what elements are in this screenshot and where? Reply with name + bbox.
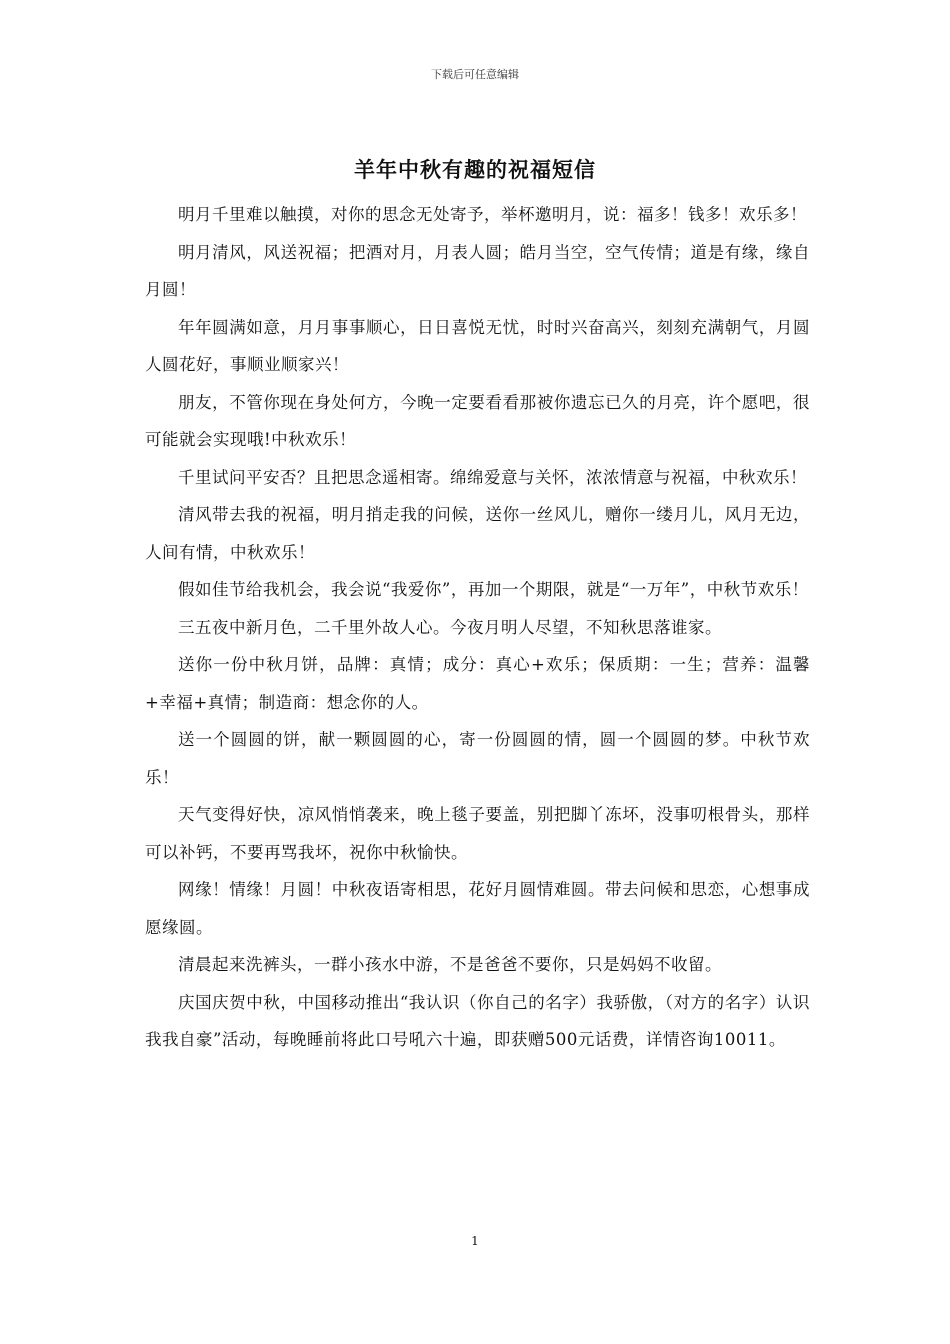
- document-body: [145, 196, 810, 1059]
- paragraph: 假如佳节给我机会，我会说“我爱你”，再加一个期限，就是“一万年”，中秋节欢乐！: [178, 580, 809, 599]
- page-header-note: 下载后可任意编辑: [431, 68, 519, 81]
- paragraph: 千里试问平安否？且把思念遥相寄。绵绵爱意与关怀，浓浓情意与祝福，中秋欢乐！: [178, 467, 807, 487]
- paragraph: 清晨起来洗裤头，一群小孩水中游，不是爸爸不要你，只是妈妈不收留。: [178, 955, 722, 974]
- paragraph: 送你一份中秋月饼，品牌：真情；成分：真心+欢乐；保质期：一生；营养：温馨+幸福+真情；制造商：想念你的人。: [145, 655, 810, 712]
- paragraph: 明月千里难以触摸，对你的思念无处寄予，举杯邀明月，说：福多！钱多！欢乐多！: [178, 205, 807, 224]
- paragraph: 网缘！情缘！月圆！中秋夜语寄相思，花好月圆情难圆。带去问候和思恋，心想事成愿缘圆。: [145, 880, 810, 937]
- paragraph: 明月清风，风送祝福；把酒对月，月表人圆；皓月当空，空气传情；道是有缘，缘自月圆！: [145, 242, 810, 299]
- paragraph: 三五夜中新月色，二千里外故人心。今夜月明人尽望，不知秋思落谁家。: [178, 617, 722, 637]
- paragraph: 清风带去我的祝福，明月捎走我的问候，送你一丝风儿，赠你一缕月儿，风月无边，人间有情，中秋欢乐！: [145, 505, 810, 562]
- paragraph: 天气变得好快，凉风悄悄袭来，晚上毯子要盖，别把脚丫冻坏，没事叨根骨头，那样可以补钙，不要再骂我坏，祝你中秋愉快。: [145, 805, 810, 862]
- page-number: 1: [471, 1234, 479, 1248]
- paragraph: 朋友，不管你现在身处何方，今晚一定要看看那被你遗忘已久的月亮，许个愿吧，很可能就会实现哦!中秋欢乐！: [145, 392, 810, 449]
- paragraph: 送一个圆圆的饼，献一颗圆圆的心，寄一份圆圆的情，圆一个圆圆的梦。中秋节欢乐！: [145, 730, 810, 787]
- paragraph: 年年圆满如意，月月事事顺心，日日喜悦无忧，时时兴奋高兴，刻刻充满朝气，月圆人圆花好，事顺业顺家兴！: [145, 317, 810, 374]
- document-title: 羊年中秋有趣的祝福短信: [354, 158, 596, 182]
- paragraph: 庆国庆贺中秋，中国移动推出“我认识（你自己的名字）我骄傲，（对方的名字）认识我我自豪”活动，每晚睡前将此口号吼六十遍，即获赠500元话费，详情咨询10011。: [145, 992, 810, 1049]
